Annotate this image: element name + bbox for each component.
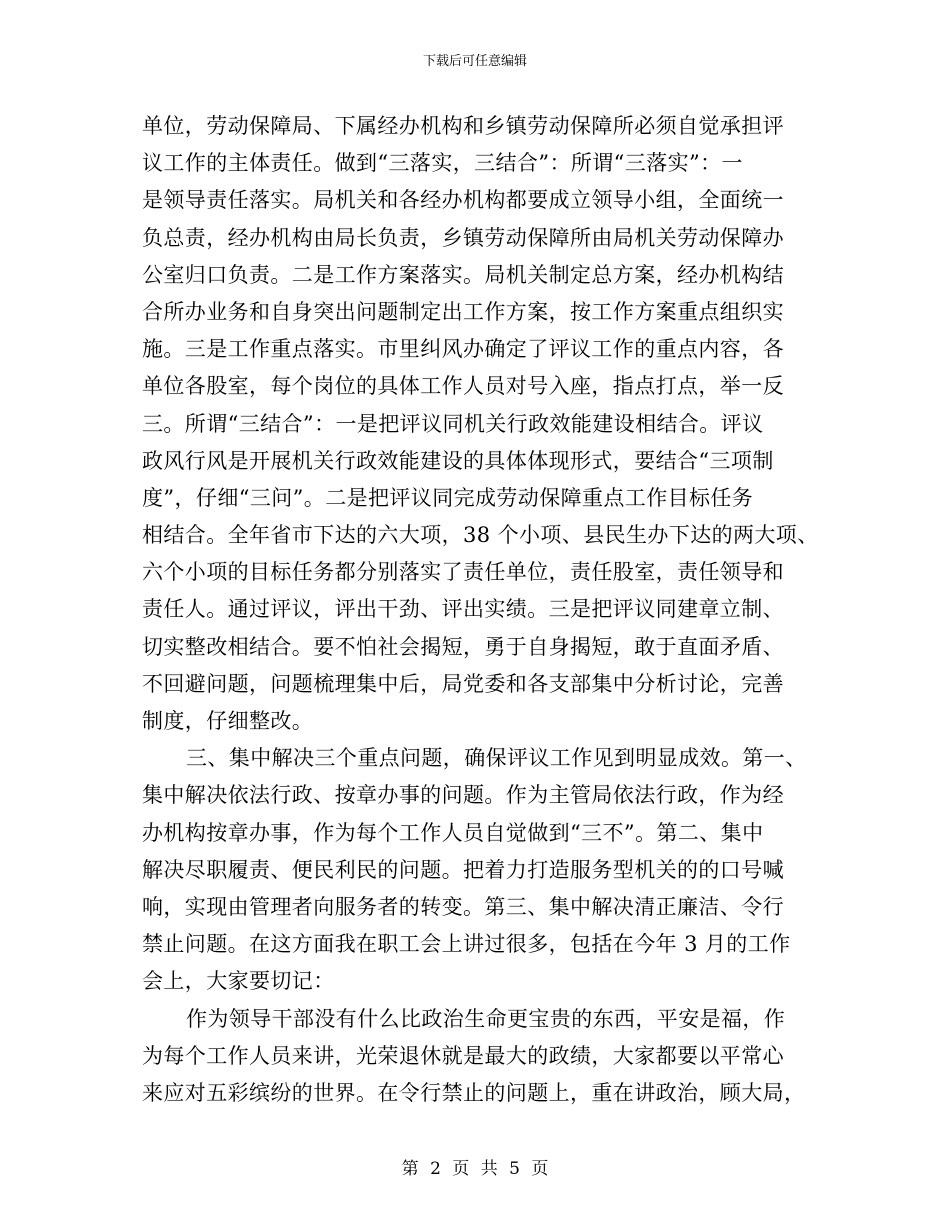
text-line: 是领导责任落实。局机关和各经办机构都要成立领导小组，全面统一 bbox=[142, 188, 784, 213]
text-line: 公室归口负责。二是工作方案落实。局机关制定总方案，经办机构结 bbox=[142, 262, 784, 287]
text-line: 单位各股室，每个岗位的具体工作人员对号入座，指点打点，举一反 bbox=[142, 374, 784, 399]
text-line: 不回避问题，问题梳理集中后，局党委和各支部集中分析讨论，完善 bbox=[142, 671, 784, 696]
page-header: 下载后可任意编辑 bbox=[422, 54, 527, 69]
page-number-footer: 第 2 页 共 5 页 bbox=[401, 1159, 549, 1179]
text-line: 为每个工作人员来讲，光荣退休就是最大的政绩，大家都要以平常心 bbox=[142, 1043, 784, 1068]
text-line: 制度，仔细整改。 bbox=[142, 709, 314, 733]
text-line: 施。三是工作重点落实。市里纠风办确定了评议工作的重点内容，各 bbox=[142, 337, 784, 362]
text-line: 合所办业务和自身突出问题制定出工作方案，按工作方案重点组织实 bbox=[142, 299, 784, 324]
text-line: 来应对五彩缤纷的世界。在令行禁止的问题上，重在讲政治，顾大局， bbox=[142, 1080, 806, 1105]
paragraph-start-line: 三、集中解决三个重点问题，确保评议工作见到明显成效。第一、 bbox=[186, 746, 807, 771]
text-line: 议工作的主体责任。做到“三落实，三结合”：所谓“三落实”：一 bbox=[142, 151, 743, 176]
document-body bbox=[142, 108, 822, 1112]
text-line: 会上，大家要切记： bbox=[142, 969, 335, 994]
text-line: 切实整改相结合。要不怕社会揭短，勇于自身揭短，敢于直面矛盾、 bbox=[142, 634, 784, 659]
text-line: 责任人。通过评议，评出干劲、评出实绩。三是把评议同建章立制、 bbox=[142, 597, 784, 622]
text-line: 六个小项的目标任务都分别落实了责任单位，责任股室，责任领导和 bbox=[142, 560, 784, 585]
text-line: 禁止问题。在这方面我在职工会上讲过很多，包括在今年 3 月的工作 bbox=[142, 932, 791, 957]
text-line: 单位，劳动保障局、下属经办机构和乡镇劳动保障所必须自觉承担评 bbox=[142, 114, 784, 138]
text-line: 负总责，经办机构由局长负责，乡镇劳动保障所由局机关劳动保障办 bbox=[142, 225, 784, 250]
text-line: 响，实现由管理者向服务者的转变。第三、集中解决清正廉洁、令行 bbox=[142, 894, 784, 919]
text-line: 相结合。全年省市下达的六大项，38 个小项、县民生办下达的两大项、 bbox=[142, 523, 819, 548]
text-line: 办机构按章办事，作为每个工作人员自觉做到“三不”。第二、集中 bbox=[142, 820, 764, 845]
text-line: 解决尽职履责、便民利民的问题。把着力打造服务型机关的的口号喊 bbox=[142, 857, 784, 882]
text-line: 三。所谓“三结合”：一是把评议同机关行政效能建设相结合。评议 bbox=[142, 411, 764, 436]
text-line: 度”，仔细“三问”。二是把评议同完成劳动保障重点工作目标任务 bbox=[142, 485, 754, 510]
text-line: 集中解决依法行政、按章办事的问题。作为主管局依法行政，作为经 bbox=[142, 783, 784, 808]
paragraph-start-line: 作为领导干部没有什么比政治生命更宝贵的东西，平安是福，作 bbox=[186, 1006, 786, 1031]
text-line: 政风行风是开展机关行政效能建设的具体体现形式，要结合“三项制 bbox=[142, 448, 774, 473]
